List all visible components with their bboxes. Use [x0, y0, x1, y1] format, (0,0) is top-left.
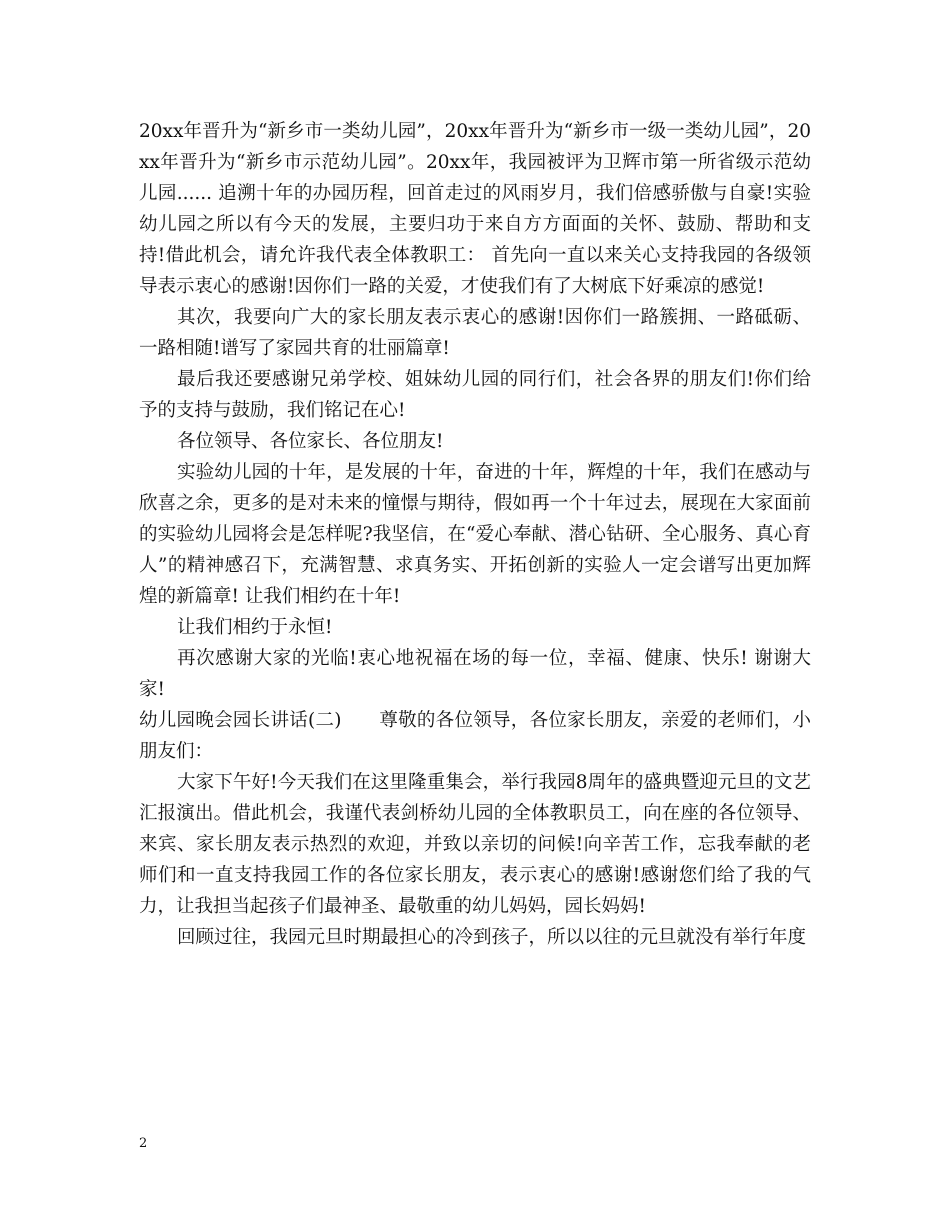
paragraph: 大家下午好!今天我们在这里隆重集会，举行我园8周年的盛典暨迎元旦的文艺汇报演出。借此机会，我谨代表剑桥幼儿园的全体教职员工，向在座的各位领导、来宾、家长朋友表示热烈的欢迎，并致以亲切的问候!向辛苦工作，忘我奉献的老师们和一直支持我园工作的各位家长朋友，表示衷心的感谢!感谢您们给了我的气力，让我担当起孩子们最神圣、最敬重的幼儿妈妈，园长妈妈! [139, 772, 811, 917]
paragraph: 最后我还要感谢兄弟学校、姐妹幼儿园的同行们，社会各界的朋友们!你们给予的支持与鼓励，我们铭记在心! [139, 369, 811, 421]
section-heading-paragraph: 幼儿园晚会园长讲话(二) 尊敬的各位领导，各位家长朋友，亲爱的老师们，小朋友们： [139, 710, 811, 762]
paragraph: 20xx年晋升为“新乡市一类幼儿园”，20xx年晋升为“新乡市一级一类幼儿园”，20xx年晋升为“新乡市示范幼儿园”。20xx年，我园被评为卫辉市第一所省级示范幼儿园...... 追溯十年的办园历程，回首走过的风雨岁月，我们倍感骄傲与自豪!实验幼儿园之所以有今天的发展，主要归功于来自方方面面的关怀、鼓励、帮助和支持!借此机会，请允许我代表全体教职工： 首先向一直以来关心支持我园的各级领导表示衷心的感谢!因你们一路的关爱，才使我们有了大树底下好乘凉的感觉! [139, 121, 811, 297]
paragraph: 实验幼儿园的十年，是发展的十年，奋进的十年，辉煌的十年，我们在感动与欣喜之余，更多的是对未来的憧憬与期待，假如再一个十年过去，展现在大家面前的实验幼儿园将会是怎样呢?我坚信，在“爱心奉献、潜心钻研、全心服务、真心育人”的精神感召下，充满智慧、求真务实、开拓创新的实验人一定会谱写出更加辉煌的新篇章! 让我们相约在十年! [139, 462, 811, 607]
paragraph: 其次，我要向广大的家长朋友表示衷心的感谢!因你们一路簇拥、一路砥砺、一路相随!谱写了家园共育的壮丽篇章! [139, 307, 811, 359]
page-number: 2 [139, 1136, 148, 1151]
paragraph: 各位领导、各位家长、各位朋友! [177, 431, 444, 452]
document-body [139, 116, 811, 953]
paragraph: 再次感谢大家的光临!衷心地祝福在场的每一位，幸福、健康、快乐! 谢谢大家! [139, 648, 811, 700]
paragraph: 让我们相约于永恒! [177, 617, 333, 638]
paragraph: 回顾过往，我园元旦时期最担心的冷到孩子，所以以往的元旦就没有举行年度 [177, 927, 807, 948]
